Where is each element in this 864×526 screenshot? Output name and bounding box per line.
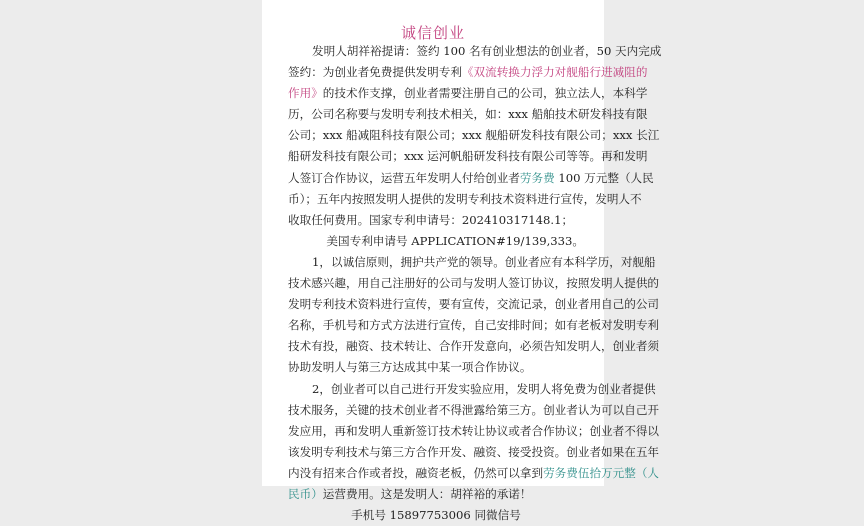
- text-segment: 历，公司名称要与发明专利技术相关，如：xxx 船舶技术研发科技有限: [288, 107, 648, 122]
- text-segment: 船研发科技有限公司；xxx 运河帆船研发科技有限公司等等。再和发明: [288, 149, 648, 164]
- text-segment: 技术服务，关键的技术创业者不得泄露给第三方。创业者认为可以自己开: [288, 402, 660, 417]
- text-line: [288, 315, 660, 336]
- text-segment: 手机号 15897753006 同微信号: [351, 508, 521, 523]
- text-line: [288, 463, 660, 484]
- text-line: [288, 210, 584, 231]
- document-title: 诚信创业: [400, 24, 465, 42]
- text-line: [288, 83, 648, 104]
- text-segment: 名称，手机号和方式方法进行宣传，自己安排时间；如有老板对发明专利: [288, 318, 660, 333]
- text-segment: 技术感兴趣，用自己注册好的公司与发明人签订协议，按照发明人提供的: [288, 276, 660, 291]
- text-line: [288, 484, 584, 505]
- highlighted-text: 民币）: [288, 486, 323, 501]
- text-line: [288, 252, 656, 273]
- text-segment: 发明人胡祥裕提请：签约 100 名有创业想法的创业者，50 天内完成: [312, 44, 662, 58]
- text-segment: 协助发明人与第三方达成其中某一项合作协议。: [288, 360, 532, 375]
- text-segment: 该发明专利技术与第三方合作开发、融资、接受投资。创业者如果在五年: [288, 444, 660, 459]
- text-line: [288, 125, 660, 146]
- text-line: [288, 505, 584, 526]
- text-line: [288, 41, 662, 62]
- text-line: [288, 146, 648, 167]
- text-segment: 运营费用。这是发明人：胡祥裕的承诺！: [322, 486, 532, 501]
- text-line: [288, 104, 648, 125]
- text-line: [288, 421, 660, 442]
- text-segment: 公司；xxx 船减阻科技有限公司；xxx 舰船研发科技有限公司；xxx 长江: [288, 128, 660, 143]
- text-line: [288, 400, 660, 421]
- text-line: [288, 273, 660, 294]
- text-segment: 2，创业者可以自己进行开发实验应用，发明人将免费为创业者提供: [312, 381, 656, 396]
- text-segment: 内没有招来合作或者投，融资老板，仍然可以拿到: [288, 465, 544, 480]
- text-line: [288, 189, 642, 210]
- text-line: [288, 442, 660, 463]
- text-line: [288, 168, 654, 189]
- text-segment: 发明专利技术资料进行宣传，要有宣传，交流记录，创业者用自己的公司: [288, 297, 660, 312]
- highlighted-text: 作用》: [288, 86, 323, 101]
- highlighted-text: 劳务费伍拾万元整（人: [543, 465, 660, 480]
- text-line: [288, 336, 660, 357]
- text-line: [288, 62, 648, 83]
- document-page: [262, 0, 662, 523]
- text-segment: 100 万元整（人民: [554, 170, 654, 185]
- text-line: [288, 231, 584, 252]
- text-segment: 技术有投，融资、技术转让、合作开发意向，必须告知发明人，创业者须: [288, 339, 660, 354]
- document-body: [288, 41, 662, 526]
- text-segment: 1，以诚信原则，拥护共产党的领导。创业者应有本科学历，对舰船: [312, 254, 656, 269]
- text-segment: 的技术作支撑，创业者需要注册自己的公司，独立法人，本科学: [322, 86, 648, 101]
- text-segment: 收取任何费用。国家专利申请号：202410317148.1；: [288, 212, 574, 227]
- text-line: [288, 294, 660, 315]
- text-segment: 币）；五年内按照发明人提供的发明专利技术资料进行宣传，发明人不: [288, 191, 642, 206]
- text-segment: 人签订合作协议，运营五年发明人付给创业者: [288, 170, 520, 185]
- text-line: [288, 357, 584, 378]
- highlighted-text: 《双流转换力浮力对舰船行进减阻的: [461, 65, 648, 80]
- text-line: [288, 379, 656, 400]
- text-segment: 发应用，再和发明人重新签订技术转让协议或者合作协议；创业者不得以: [288, 423, 660, 438]
- text-segment: 签约：为创业者免费提供发明专利: [288, 65, 462, 80]
- text-segment: 美国专利申请号 APPLICATION#19/139,333。: [326, 233, 584, 248]
- highlighted-text: 劳务费: [519, 170, 555, 185]
